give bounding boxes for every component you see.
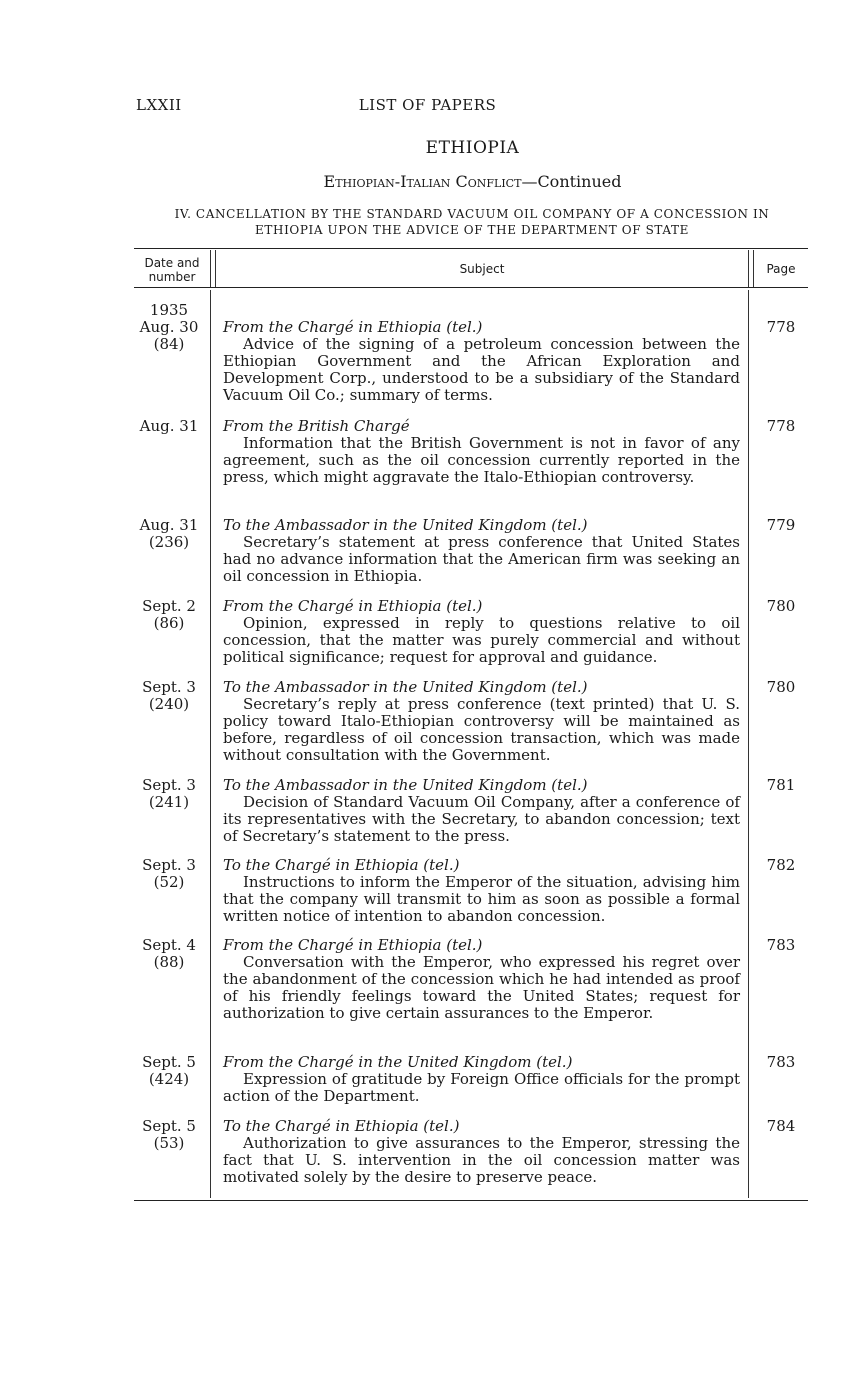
table-row-date: Aug. 31 — [139, 417, 199, 435]
table-row-subject: From the Chargé in Ethiopia (tel.) Advice of the signing of a petroleum concession between the Ethiopian Government and the African Exploration and Development Corp., understood to be a subsidiary of the Standard Vacuum Oil Co.; summary of terms. — [223, 318, 740, 404]
table-row-page: 780 — [766, 678, 796, 696]
table-row-subject: To the Ambassador in the United Kingdom (tel.) Secretary’s statement at press conference that United States had no advance information that the American firm was seeking an oil concession in Ethiopia. — [223, 516, 740, 585]
country-heading: ETHIOPIA — [425, 138, 520, 158]
conflict-title: Ethiopian-Italian Conflict — [323, 172, 522, 191]
table-row-subject: To the Ambassador in the United Kingdom (tel.) Decision of Standard Vacuum Oil Company, after a conference of its representatives with the Secretary, to abandon concession; text of Secretary’s statement to the press. — [223, 776, 740, 845]
table-row-subject: To the Chargé in Ethiopia (tel.) Authorization to give assurances to the Emperor, stressing the fact that U. S. intervention in the oil concession matter was motivated solely by the desire to preserve peace. — [223, 1117, 740, 1186]
section-heading-line2: ETHIOPIA UPON THE ADVICE OF THE DEPARTMENT OF STATE — [255, 223, 689, 237]
header-divider-left — [210, 250, 211, 287]
table-row-subject: From the Chargé in the United Kingdom (tel.) Expression of gratitude by Foreign Office officials for the prompt action of the Department. — [223, 1053, 740, 1105]
column-header-page: Page — [766, 262, 796, 276]
conflict-heading — [0, 172, 855, 191]
table-row-date: Aug. 31 (236) — [139, 516, 199, 551]
table-row-date: Aug. 30 (84) — [139, 318, 199, 353]
table-row-page: 780 — [766, 597, 796, 615]
conflict-suffix: —Continued — [521, 172, 622, 191]
table-row-page: 784 — [766, 1117, 796, 1135]
table-row-date: Sept. 4 (88) — [142, 936, 196, 971]
column-header-subject: Subject — [459, 262, 505, 276]
table-row-date: Sept. 2 (86) — [142, 597, 196, 632]
table-row-page: 781 — [766, 776, 796, 794]
section-heading-line1: IV. CANCELLATION BY THE STANDARD VACUUM OIL COMPANY OF A CONCESSION IN — [174, 207, 770, 221]
table-row-page: 779 — [766, 516, 796, 534]
table-row-subject: From the Chargé in Ethiopia (tel.) Conversation with the Emperor, who expressed his regret over the abandonment of the concession which he had intended as proof of his friendly feelings toward the United States; request for authorization to give certain assurances to the Emperor. — [223, 936, 740, 1022]
table-header-rule — [134, 287, 808, 288]
table-row-page: 778 — [766, 318, 796, 336]
table-row-subject: To the Chargé in Ethiopia (tel.) Instructions to inform the Emperor of the situation, advising him that the company will transmit to him as soon as possible a formal written notice of intention to abandon concession. — [223, 856, 740, 925]
table-bottom-rule — [134, 1200, 808, 1201]
table-row-page: 778 — [766, 417, 796, 435]
table-row-subject: To the Ambassador in the United Kingdom (tel.) Secretary’s reply at press conference (text printed) that U. S. policy toward Italo-Ethiopian controversy will be maintained as before, regardless of oil concession transaction, which was made without consultation with the Government. — [223, 678, 740, 764]
table-row-date: Sept. 3 (52) — [142, 856, 196, 891]
running-title: LIST OF PAPERS — [358, 96, 497, 114]
table-row-date: Sept. 5 (424) — [142, 1053, 196, 1088]
header-divider-right — [748, 250, 749, 287]
page-number: LXXII — [136, 96, 182, 114]
year-label: 1935 — [149, 301, 189, 319]
column-divider-left — [210, 290, 211, 1198]
table-row-date: Sept. 5 (53) — [142, 1117, 196, 1152]
table-row-date: Sept. 3 (241) — [142, 776, 196, 811]
table-row-subject: From the British Chargé Information that the British Government is not in favor of any agreement, such as the oil concession currently reported in the press, which might aggravate the Italo-Ethiopian controversy. — [223, 417, 740, 486]
table-row-page: 782 — [766, 856, 796, 874]
table-row-page: 783 — [766, 1053, 796, 1071]
table-top-rule — [134, 248, 808, 249]
table-row-date: Sept. 3 (240) — [142, 678, 196, 713]
column-header-date: Date and number — [144, 256, 200, 284]
table-row-subject: From the Chargé in Ethiopia (tel.) Opinion, expressed in reply to questions relative to oil concession, that the matter was purely commercial and without political significance; request for approval and guidance. — [223, 597, 740, 666]
column-divider-right — [748, 290, 749, 1198]
section-heading — [134, 206, 810, 238]
table-row-page: 783 — [766, 936, 796, 954]
